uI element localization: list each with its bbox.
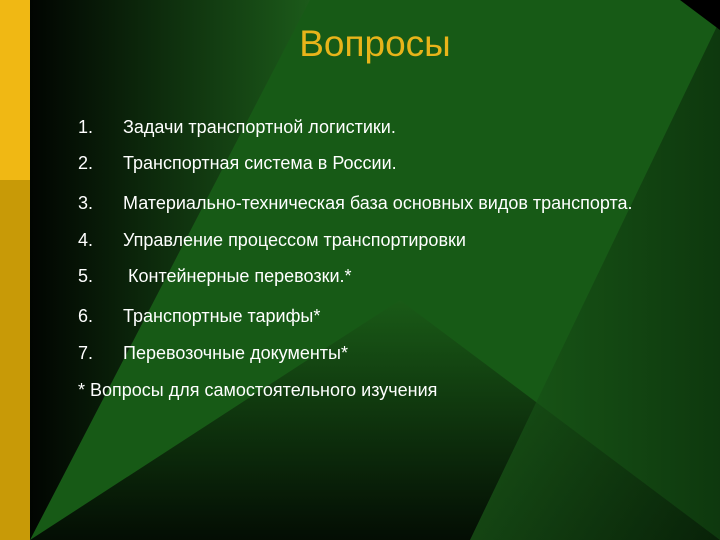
- list-item-text: Транспортные тарифы*: [123, 306, 321, 326]
- accent-stripe-top: [0, 0, 30, 180]
- list-item-text: Материально-техническая база основных видов транспорта.: [123, 193, 633, 213]
- list-item-text: Управление процессом транспортировки: [123, 230, 466, 250]
- footnote: * Вопросы для самостоятельного изучения: [78, 380, 438, 400]
- accent-stripe-bottom: [0, 180, 30, 540]
- list-item: [78, 340, 718, 366]
- list-item-number: 6.: [78, 306, 94, 326]
- list-item: [78, 114, 718, 140]
- list-item-number: 2.: [78, 153, 94, 173]
- list-item-text: Задачи транспортной логистики.: [123, 117, 396, 137]
- list-item-text: Контейнерные перевозки.*: [123, 266, 352, 286]
- slide-title: Вопросы: [299, 23, 451, 64]
- list-item: [78, 303, 718, 329]
- list-item-number: 7.: [78, 343, 94, 363]
- list-item-number: 4.: [78, 230, 94, 250]
- list-item: [78, 190, 718, 216]
- list-item-text: Транспортная система в России.: [123, 153, 397, 173]
- list-item: [78, 227, 718, 253]
- list-item: [78, 150, 718, 176]
- list-item-number: 5.: [78, 266, 94, 286]
- list-item-text: Перевозочные документы*: [123, 343, 348, 363]
- list-item-number: 1.: [78, 117, 94, 137]
- list-item: [78, 263, 718, 289]
- list-item-number: 3.: [78, 193, 94, 213]
